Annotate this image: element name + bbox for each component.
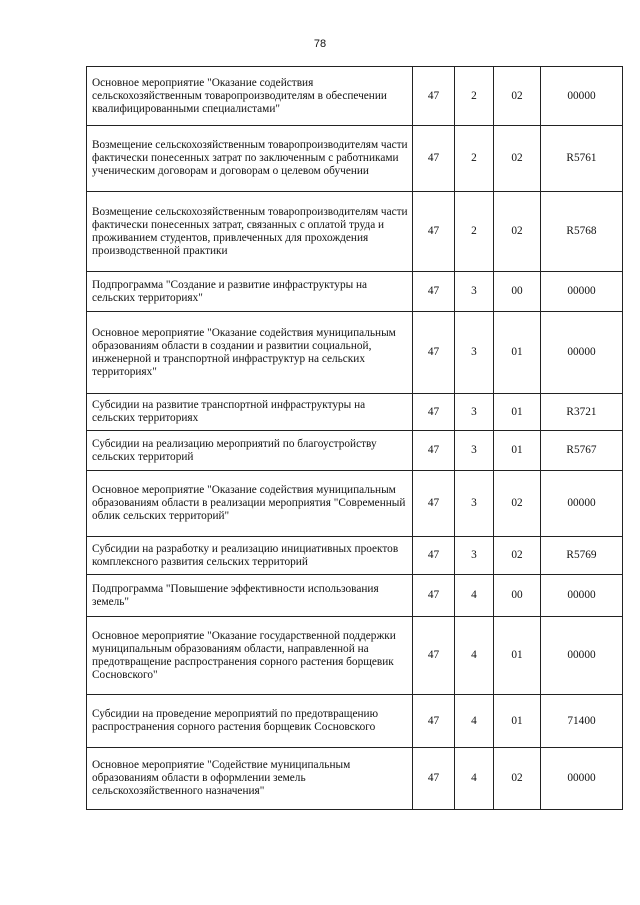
row-code-4: 00000 [541,312,623,394]
row-code-4: 00000 [541,748,623,810]
row-code-1: 47 [413,312,455,394]
row-code-4: R5767 [541,431,623,471]
row-name: Подпрограмма "Создание и развитие инфраструктуры на сельских территориях" [87,272,413,312]
row-code-4: R3721 [541,394,623,431]
table-row [87,126,623,192]
row-code-4: 00000 [541,272,623,312]
row-code-4: 00000 [541,67,623,126]
row-code-1: 47 [413,272,455,312]
row-name: Основное мероприятие "Оказание государственной поддержки муниципальным образованиям области, направленной на предотвращение распространения сорного растения борщевик Сосновского" [87,617,413,695]
row-code-4: R5761 [541,126,623,192]
row-code-4: 71400 [541,695,623,748]
table-row [87,537,623,575]
row-name: Субсидии на реализацию мероприятий по благоустройству сельских территорий [87,431,413,471]
row-code-1: 47 [413,617,455,695]
table-row [87,748,623,810]
row-name: Возмещение сельскохозяйственным товаропроизводителям части фактически понесенных затрат по заключенным с работниками ученическим договорам и договорам о целевом обучении [87,126,413,192]
row-name: Подпрограмма "Повышение эффективности использования земель" [87,575,413,617]
row-code-2: 3 [455,394,494,431]
table-row [87,192,623,272]
row-code-3: 02 [494,537,541,575]
row-code-3: 00 [494,575,541,617]
row-code-1: 47 [413,748,455,810]
row-code-2: 3 [455,471,494,537]
row-code-4: R5768 [541,192,623,272]
row-name: Субсидии на разработку и реализацию инициативных проектов комплексного развития сельских территорий [87,537,413,575]
page-number: 78 [313,38,327,50]
row-code-2: 4 [455,617,494,695]
row-code-2: 3 [455,537,494,575]
row-code-3: 02 [494,126,541,192]
row-code-1: 47 [413,192,455,272]
row-code-3: 01 [494,394,541,431]
row-name: Субсидии на проведение мероприятий по предотвращению распространения сорного растения борщевик Сосновского [87,695,413,748]
budget-classification-table [86,66,623,810]
row-code-2: 3 [455,431,494,471]
row-code-2: 2 [455,67,494,126]
row-code-3: 02 [494,192,541,272]
row-code-2: 4 [455,575,494,617]
row-code-3: 01 [494,617,541,695]
row-name: Возмещение сельскохозяйственным товаропроизводителям части фактически понесенных затрат, связанных с оплатой труда и проживанием студентов, привлеченных для прохождения производственной практики [87,192,413,272]
row-code-1: 47 [413,575,455,617]
row-code-2: 3 [455,312,494,394]
row-code-2: 2 [455,126,494,192]
row-code-1: 47 [413,126,455,192]
table-row [87,695,623,748]
row-code-3: 00 [494,272,541,312]
row-name: Основное мероприятие "Оказание содействия муниципальным образованиям области в создании и развитии социальной, инженерной и транспортной инфраструктур на сельских территориях" [87,312,413,394]
row-code-2: 4 [455,748,494,810]
row-code-1: 47 [413,394,455,431]
table-row [87,312,623,394]
row-code-3: 02 [494,67,541,126]
row-code-1: 47 [413,67,455,126]
row-code-4: 00000 [541,471,623,537]
row-name: Основное мероприятие "Содействие муниципальным образованиям области в оформлении земель сельскохозяйственного назначения" [87,748,413,810]
row-code-1: 47 [413,471,455,537]
table-row [87,394,623,431]
row-code-2: 3 [455,272,494,312]
row-code-3: 01 [494,695,541,748]
row-code-4: R5769 [541,537,623,575]
row-code-3: 02 [494,748,541,810]
row-name: Основное мероприятие "Оказание содействия сельскохозяйственным товаропроизводителям в обеспечении квалифицированными специалистами" [87,67,413,126]
row-code-2: 4 [455,695,494,748]
table-row [87,617,623,695]
row-name: Основное мероприятие "Оказание содействия муниципальным образованиям области в реализации мероприятия "Современный облик сельских территорий" [87,471,413,537]
table-row [87,67,623,126]
row-code-3: 01 [494,431,541,471]
row-code-1: 47 [413,431,455,471]
row-code-4: 00000 [541,575,623,617]
table-row [87,575,623,617]
row-code-4: 00000 [541,617,623,695]
table-row [87,431,623,471]
row-name: Субсидии на развитие транспортной инфраструктуры на сельских территориях [87,394,413,431]
row-code-1: 47 [413,695,455,748]
row-code-3: 01 [494,312,541,394]
row-code-2: 2 [455,192,494,272]
table-row [87,471,623,537]
row-code-1: 47 [413,537,455,575]
row-code-3: 02 [494,471,541,537]
table-row [87,272,623,312]
